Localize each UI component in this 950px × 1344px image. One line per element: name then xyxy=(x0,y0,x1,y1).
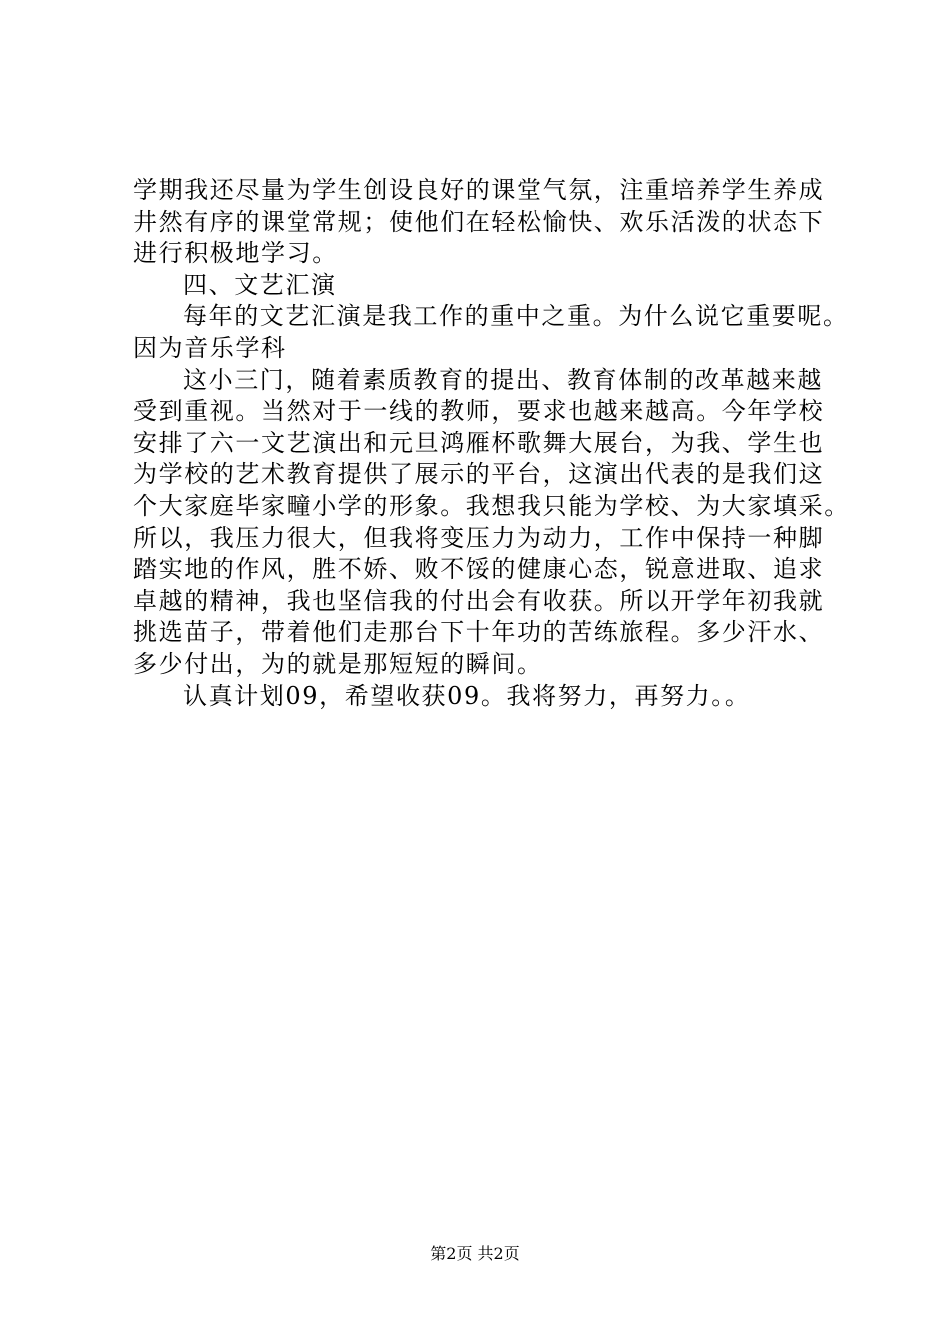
page-footer xyxy=(0,1242,950,1266)
text-line-5: 每年的文艺汇演是我工作的重中之重。为什么说它重要呢。 xyxy=(183,302,849,331)
text-line-6: 因为音乐学科 xyxy=(133,333,287,362)
text-line-11: 个大家庭毕家疃小学的形象。我想我只能为学校、为大家填采。 xyxy=(133,491,850,520)
text-line-2: 井然有序的课堂常规；使他们在轻松愉快、欢乐活泼的状态下 xyxy=(133,207,825,236)
text-line-1: 学期我还尽量为学生创设良好的课堂气氛，注重培养学生养成 xyxy=(133,176,825,204)
text-line-3: 进行积极地学习。 xyxy=(133,239,338,268)
text-line-8: 受到重视。当然对于一线的教师，要求也越来越高。今年学校 xyxy=(133,397,825,426)
text-line-17: 认真计划09，希望收获09。我将努力，再努力。。 xyxy=(183,681,751,710)
page-number-label: 第2页 共2页 xyxy=(430,1244,520,1263)
text-line-13: 踏实地的作风，胜不娇、败不馁的健康心态，锐意进取、追求 xyxy=(133,555,825,584)
document-body xyxy=(133,175,850,712)
text-line-9: 安排了六一文艺演出和元旦鸿雁杯歌舞大展台，为我、学生也 xyxy=(133,428,825,457)
section-heading-4: 四、文艺汇演 xyxy=(183,270,337,299)
text-line-12: 所以，我压力很大，但我将变压力为动力，工作中保持一种脚 xyxy=(133,523,825,552)
text-line-10: 为学校的艺术教育提供了展示的平台，这演出代表的是我们这 xyxy=(133,460,825,489)
text-line-15: 挑选苗子，带着他们走那台下十年功的苦练旅程。多少汗水、 xyxy=(133,618,825,647)
text-line-16: 多少付出，为的就是那短短的瞬间。 xyxy=(133,649,543,678)
text-line-14: 卓越的精神，我也坚信我的付出会有收获。所以开学年初我就 xyxy=(133,586,825,615)
text-line-7: 这小三门，随着素质教育的提出、教育体制的改革越来越 xyxy=(183,365,823,394)
